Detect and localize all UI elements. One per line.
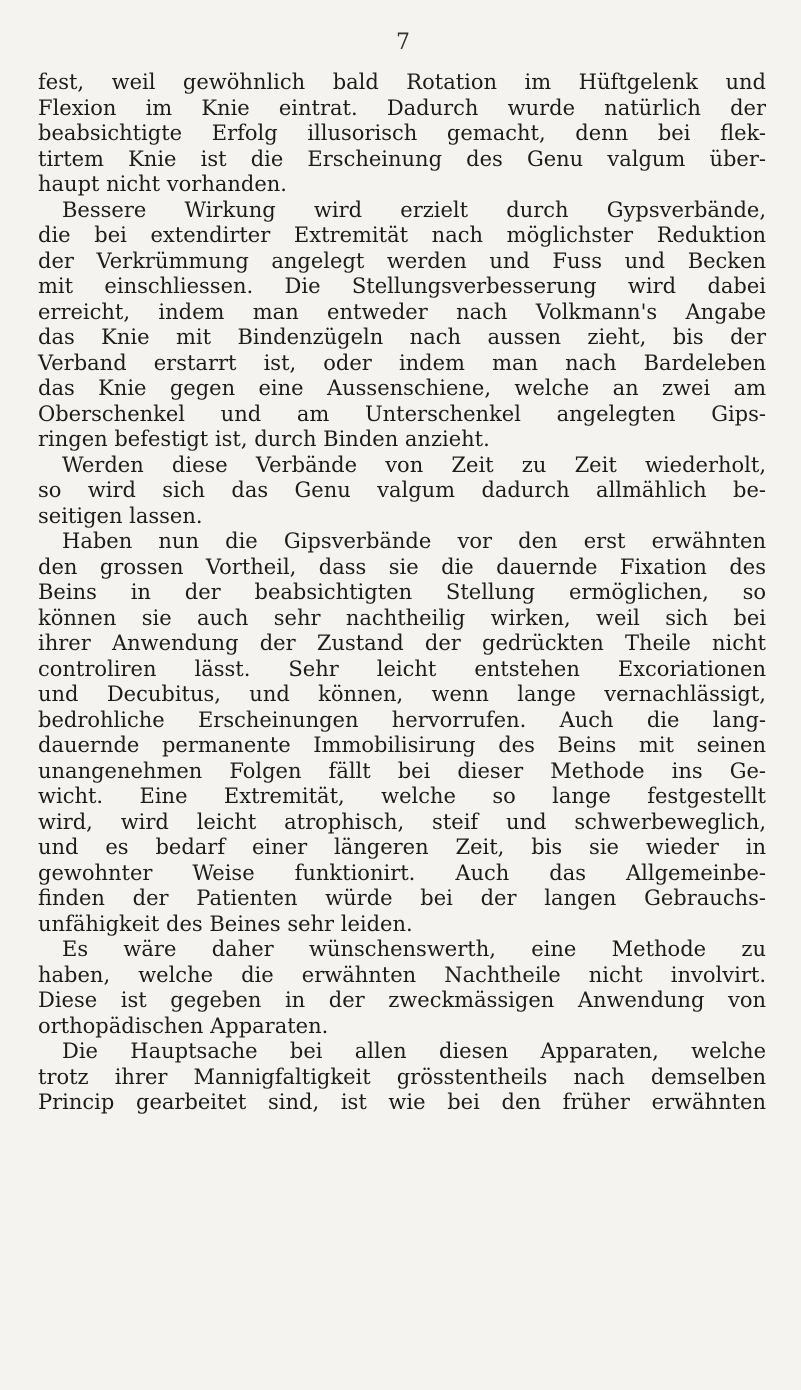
text-line: die bei extendirter Extremität nach möglichster Reduktion (38, 223, 766, 247)
text-line: so wird sich das Genu valgum dadurch allmählich be- (38, 478, 766, 502)
text-line: seitigen lassen. (38, 503, 203, 528)
page-number: 7 (396, 30, 410, 55)
text-line: können sie auch sehr nachtheilig wirken, weil sich bei (38, 605, 766, 630)
text-line: und Decubitus, und können, wenn lange vernachlässigt, (38, 682, 766, 706)
text-line: der Verkrümmung angelegt werden und Fuss und Becken (38, 248, 766, 273)
text-line: trotz ihrer Mannigfaltigkeit grösstentheils nach demselben (38, 1064, 766, 1089)
body-text (38, 70, 766, 1116)
text-line: Beins in der beabsichtigten Stellung ermöglichen, so (38, 580, 766, 604)
text-line: dauernde permanente Immobilisirung des Beins mit seinen (38, 733, 766, 757)
text-line: Diese ist gegeben in der zweckmässigen Anwendung von (38, 988, 766, 1012)
text-line: mit einschliessen. Die Stellungsverbesserung wird dabei (38, 274, 766, 298)
text-line: erreicht, indem man entweder nach Volkmann's Angabe (38, 299, 766, 324)
text-line: Die Hauptsache bei allen diesen Apparaten, welche (62, 1039, 766, 1063)
text-line: Princip gearbeitet sind, ist wie bei den früher erwähnten (38, 1090, 766, 1114)
text-line: haupt nicht vorhanden. (38, 172, 287, 196)
text-line: controliren lässt. Sehr leicht entstehen Excoriationen (38, 656, 766, 681)
text-line: wird, wird leicht atrophisch, steif und schwerbeweglich, (38, 809, 766, 834)
text-line: beabsichtigte Erfolg illusorisch gemacht, denn bei flek- (38, 121, 766, 145)
text-line: bedrohliche Erscheinungen hervorrufen. Auch die lang- (38, 707, 766, 732)
text-line: finden der Patienten würde bei der langen Gebrauchs- (38, 886, 766, 910)
text-line: ihrer Anwendung der Zustand der gedrückten Theile nicht (38, 631, 766, 655)
text-line: tirtem Knie ist die Erscheinung des Genu valgum über- (38, 146, 766, 171)
text-line: wicht. Eine Extremität, welche so lange festgestellt (38, 784, 766, 808)
text-line: unfähigkeit des Beines sehr leiden. (38, 911, 413, 936)
text-line: Bessere Wirkung wird erzielt durch Gypsverbände, (62, 197, 766, 222)
text-line: Oberschenkel und am Unterschenkel angelegten Gips- (38, 401, 766, 426)
text-line: haben, welche die erwähnten Nachtheile nicht involvirt. (38, 962, 766, 987)
text-line: fest, weil gewöhnlich bald Rotation im Hüftgelenk und (38, 70, 766, 94)
text-line: gewohnter Weise funktionirt. Auch das Allgemeinbe- (38, 860, 766, 885)
text-line: das Knie mit Bindenzügeln nach aussen zieht, bis der (38, 325, 766, 349)
text-line: Werden diese Verbände von Zeit zu Zeit wiederholt, (62, 452, 766, 477)
text-line: Flexion im Knie eintrat. Dadurch wurde natürlich der (38, 95, 766, 120)
text-line: den grossen Vortheil, dass sie die dauernde Fixation des (38, 554, 766, 579)
text-line: unangenehmen Folgen fällt bei dieser Methode ins Ge- (38, 758, 766, 783)
text-line: Es wäre daher wünschenswerth, eine Methode zu (62, 937, 766, 961)
text-line: ringen befestigt ist, durch Binden anzieht. (38, 427, 490, 451)
text-line: und es bedarf einer längeren Zeit, bis sie wieder in (38, 835, 766, 859)
text-line: Verband erstarrt ist, oder indem man nach Bardeleben (38, 350, 766, 375)
text-line: orthopädischen Apparaten. (38, 1013, 329, 1038)
text-line: das Knie gegen eine Aussenschiene, welche an zwei am (38, 376, 766, 400)
text-line: Haben nun die Gipsverbände vor den erst erwähnten (62, 529, 766, 553)
